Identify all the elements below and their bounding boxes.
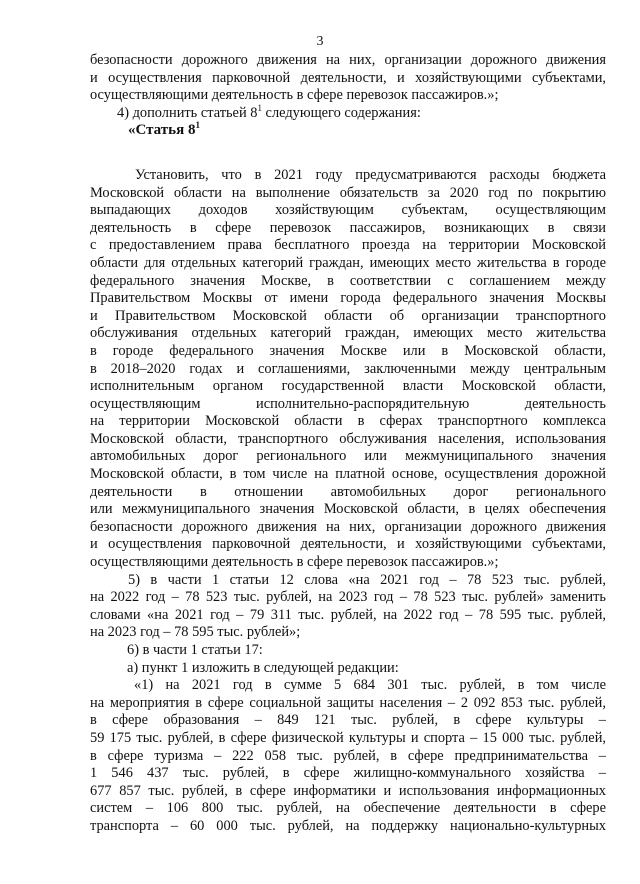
text-line: систем – 106 800 тыс. рублей, на обеспечение деятельности в сфере xyxy=(90,800,606,817)
text-line: области для отдельных категорий граждан, имеющих место жительства в городе xyxy=(90,254,606,271)
text-line: безопасности дорожного движения на них, организации дорожного движения xyxy=(90,52,606,68)
text-line: исполнительным органом государственной власти Московской области, xyxy=(90,378,606,395)
text-line: осуществляющими деятельность в сфере перевозок пассажиров.»; xyxy=(90,87,499,104)
text-line: обслуживания отдельных категорий граждан, имеющих место жительства xyxy=(90,325,606,342)
text-line: 1 546 437 тыс. рублей, в сфере жилищно-коммунального хозяйства – xyxy=(90,765,606,782)
item-6: 6) в части 1 статьи 17: xyxy=(127,642,263,658)
text-line: в городе федерального значения Москве или в Московской области, xyxy=(90,342,606,359)
item-4-text: 4) дополнить статьей 8 xyxy=(117,104,258,121)
article-heading xyxy=(90,122,606,140)
page-number: 3 xyxy=(316,34,324,49)
text-line: безопасности дорожного движения на них, организации дорожного движения xyxy=(90,518,606,535)
spacer xyxy=(90,140,606,167)
item-6a: а) пункт 1 изложить в следующей редакции: xyxy=(127,659,399,676)
text-line: «1) на 2021 год в сумме 5 684 301 тыс. рублей, в том числе xyxy=(134,677,606,694)
text-line: осуществляющими деятельность в сфере перевозок пассажиров.»; xyxy=(90,554,499,571)
text-line: на 2022 год – 78 523 тыс. рублей, на 2023 год – 78 523 тыс. рублей» заменить xyxy=(90,589,606,606)
item-4-sup: 1 xyxy=(257,102,262,113)
article-heading-text: «Статья 8 xyxy=(128,122,196,139)
text-line: Московской области на выполнение обязательств за 2020 год по покрытию xyxy=(90,184,606,201)
text-line: и Правительством Московской области об организации транспортного xyxy=(90,307,606,324)
text-line: Московской области, транспортного обслуживания населения, использования xyxy=(90,430,606,447)
text-line: деятельности в отношении автомобильных дорог регионального xyxy=(90,483,606,500)
text-line: осуществляющим исполнительно-распорядительную деятельность xyxy=(90,395,606,412)
text-line: Московской области, в том числе на платной основе, осуществления дорожной xyxy=(90,466,606,483)
text-line: или межмуниципального значения Московской области, в целях обеспечения xyxy=(90,501,606,518)
text-line: словами «на 2021 год – 79 311 тыс. рублей, на 2022 год – 78 595 тыс. рублей, xyxy=(90,606,606,623)
text-line: Установить, что в 2021 году предусматриваются расходы бюджета xyxy=(135,166,606,183)
text-line: с предоставлением права бесплатного проезда на территории Московской xyxy=(90,237,606,254)
text-line: в 2018–2020 годах и соглашениями, заключенными между центральным xyxy=(90,360,606,377)
document-body xyxy=(90,52,606,836)
text-line: на территории Московской области в сферах транспортного комплекса xyxy=(90,413,606,430)
text-line: и осуществления парковочной деятельности, и хозяйствующими субъектами, xyxy=(90,536,606,553)
text-line: 677 857 тыс. рублей, в сфере информатики и использования информационных xyxy=(90,782,606,799)
text-line: и осуществления парковочной деятельности, и хозяйствующими субъектами, xyxy=(90,69,606,86)
text-line: 5) в части 1 статьи 12 слова «на 2021 год – 78 523 тыс. рублей, xyxy=(128,571,606,588)
item-4-tail: следующего содержания: xyxy=(261,104,421,121)
text-line: в сфере туризма – 222 058 тыс. рублей, в сфере предпринимательства – xyxy=(90,747,606,764)
text-line: на мероприятия в сфере социальной защиты населения – 2 092 853 тыс. рублей, xyxy=(90,694,606,711)
text-line: автомобильных дорог регионального или межмуниципального значения xyxy=(90,448,606,465)
text-line: на 2023 год – 78 595 тыс. рублей»; xyxy=(90,624,301,641)
text-line: деятельность в сфере перевозок пассажиров, возникающих в связи xyxy=(90,219,606,236)
text-line: транспорта – 60 000 тыс. рублей, на поддержку национально-культурных xyxy=(90,817,606,834)
text-line: федерального значения Москве, в соответствии с соглашением между xyxy=(90,272,606,289)
text-line: в сфере образования – 849 121 тыс. рублей, в сфере культуры – xyxy=(90,712,606,729)
item-4 xyxy=(90,102,606,123)
text-line: 59 175 тыс. рублей, в сфере физической культуры и спорта – 15 000 тыс. рублей, xyxy=(90,729,606,746)
article-heading-sup: 1 xyxy=(195,120,200,131)
text-line: выпадающих доходов хозяйствующим субъектам, осуществляющим xyxy=(90,202,606,219)
text-line: Правительством Москвы от имени города федерального значения Москвы xyxy=(90,290,606,307)
